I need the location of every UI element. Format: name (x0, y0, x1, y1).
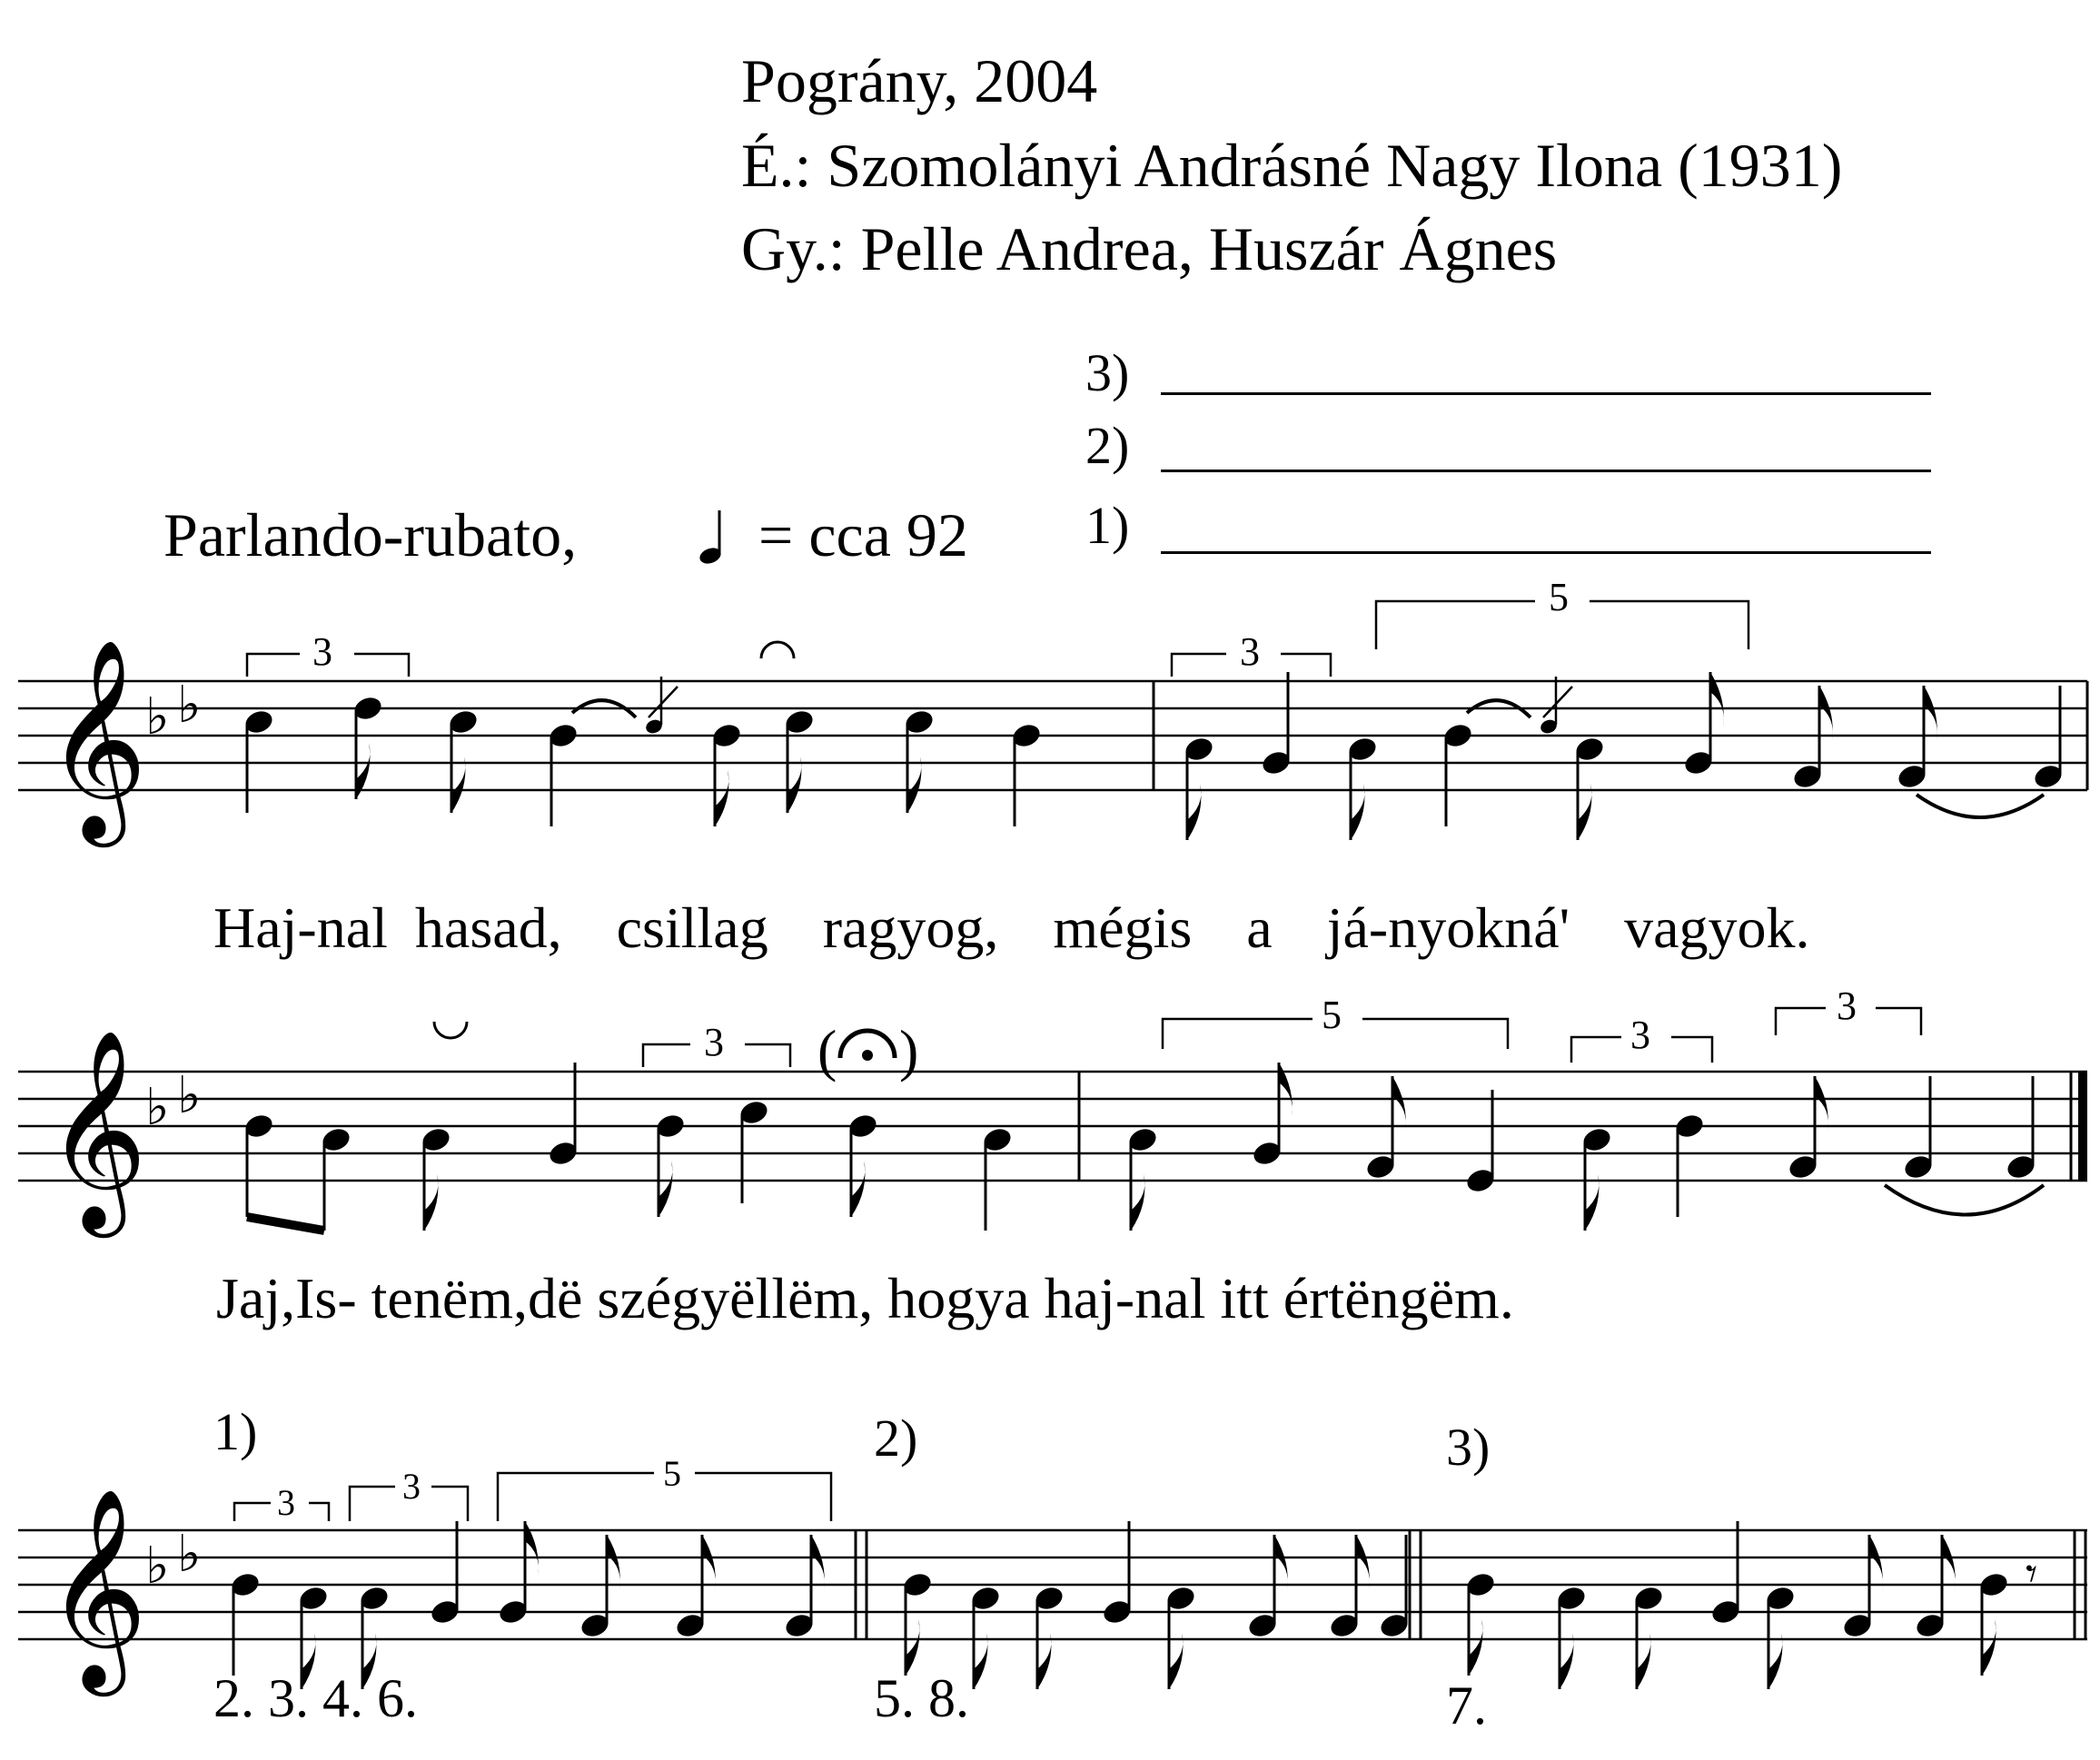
note (429, 1521, 461, 1627)
note (1441, 721, 1474, 826)
note (1126, 1125, 1159, 1231)
note (901, 1570, 934, 1676)
lyric-word: haj-nal (1044, 1266, 1206, 1330)
flat-icon: ♭ (145, 1537, 170, 1596)
variant-label-2: 2) (1085, 416, 1130, 475)
note (1328, 1535, 1370, 1640)
variant-line-3 (1161, 392, 1931, 395)
fermata-paren: ) (899, 1018, 919, 1083)
slur (1917, 795, 2044, 817)
note (229, 1570, 262, 1676)
tempo-marking: Parlando-rubato, (163, 500, 578, 569)
note (1580, 1125, 1613, 1231)
note (1764, 1584, 1797, 1689)
treble-clef-icon: 𝄞 (45, 1028, 148, 1229)
tuplet-number: 3 (704, 1020, 724, 1064)
note (1464, 1090, 1497, 1195)
beam (247, 1217, 324, 1231)
variant-label-3: 3) (1085, 343, 1130, 402)
tuplet-number: 5 (663, 1453, 681, 1494)
note (497, 1521, 539, 1627)
lyric-word: hogy (887, 1266, 1005, 1330)
flat-icon: ♭ (145, 687, 170, 747)
tuplet-number: 3 (1837, 984, 1857, 1028)
collectors: Gy.: Pelle Andrea, Huszár Ágnes (741, 214, 1558, 283)
verse-ref-1: 2. 3. 4. 6. (213, 1668, 418, 1728)
lyric-word: csillag (616, 895, 768, 960)
note (1555, 1584, 1588, 1689)
lyrics-line-2 (216, 1266, 1514, 1330)
tuplet-number: 3 (1630, 1013, 1650, 1057)
lyric-word: szégyëllëm, (597, 1266, 874, 1330)
note (1841, 1535, 1883, 1640)
lyric-word: tenëm, (371, 1266, 528, 1330)
tuplet-number: 3 (312, 629, 332, 674)
note (1033, 1584, 1065, 1689)
arc-mark (434, 1022, 467, 1038)
flat-icon: ♭ (177, 676, 202, 735)
note (352, 694, 384, 799)
staff-2-lines (18, 1072, 2087, 1181)
note (1251, 1063, 1293, 1168)
tuplet-number: 3 (402, 1466, 421, 1507)
lyric-word: ért (1283, 1266, 1345, 1330)
note (783, 1535, 825, 1640)
lyric-word: dë (528, 1266, 583, 1330)
note (1902, 1076, 1935, 1182)
note (547, 1063, 579, 1168)
note (847, 1112, 879, 1217)
note (1364, 1076, 1406, 1182)
arc-mark (761, 642, 794, 658)
note (783, 707, 816, 813)
quarter-note-icon (690, 509, 745, 572)
tuplet-number: 5 (1549, 575, 1569, 619)
lyric-word: hasad, (414, 895, 562, 960)
fermata-paren: ( (817, 1018, 837, 1083)
note (1260, 672, 1293, 777)
variant-label-1: 1) (1085, 496, 1130, 555)
note (981, 1125, 1014, 1231)
note (1977, 1570, 2010, 1676)
final-barline (2078, 1072, 2087, 1181)
note (1346, 735, 1379, 840)
variant-line-2 (1161, 470, 1931, 472)
note (1791, 686, 1833, 791)
note (447, 707, 480, 813)
place-date: Pográny, 2004 (741, 46, 1098, 115)
note (243, 707, 275, 813)
note (2005, 1076, 2037, 1182)
variant-heading-3: 3) (1446, 1418, 1491, 1477)
note (579, 1535, 620, 1640)
treble-clef-icon: 𝄞 (45, 638, 148, 838)
note (654, 1112, 687, 1217)
note (320, 1125, 352, 1231)
lyric-word: a (1246, 895, 1273, 960)
treble-clef-icon: 𝄞 (45, 1487, 148, 1687)
note (1183, 735, 1215, 840)
lyric-word: ëngëm. (1344, 1266, 1514, 1330)
variant-heading-1: 1) (213, 1402, 258, 1461)
note (1682, 672, 1724, 777)
lyric-word: Haj-nal (213, 895, 388, 960)
verse-ref-2: 5. 8. (874, 1668, 969, 1728)
variant-heading-2: 2) (874, 1409, 918, 1468)
note (547, 721, 579, 826)
staff-1 (0, 575, 2100, 881)
staff-2-notes (243, 1063, 2044, 1231)
note (1914, 1535, 1956, 1640)
lyric-word: Is- (295, 1266, 357, 1330)
flat-icon: ♭ (177, 1525, 202, 1584)
lyrics-line-1 (213, 895, 1810, 960)
note (1378, 1535, 1411, 1640)
note (1101, 1521, 1134, 1627)
staff-3 (0, 1435, 2100, 1707)
note (1632, 1584, 1665, 1689)
lyric-word: vagyok. (1624, 895, 1810, 960)
eighth-rest-icon: 𝄾 (2026, 1547, 2038, 1600)
note (903, 707, 936, 813)
flat-icon: ♭ (177, 1066, 202, 1125)
lyric-word: ragyog, (822, 895, 999, 960)
note (1464, 1570, 1497, 1676)
metronome-value: = cca 92 (758, 500, 968, 569)
note (738, 1098, 770, 1203)
note (1896, 686, 1937, 791)
performer: É.: Szomolányi Andrásné Nagy Ilona (1931) (741, 131, 1843, 200)
slur (1885, 1185, 2044, 1215)
note (1246, 1535, 1288, 1640)
flat-icon: ♭ (145, 1078, 170, 1137)
note (1673, 1112, 1706, 1217)
staff-1-lines (18, 681, 2087, 790)
tuplet-number: 3 (277, 1482, 295, 1523)
tuplet-number: 5 (1322, 993, 1342, 1037)
lyric-word: itt (1220, 1266, 1269, 1330)
staff-2 (0, 972, 2100, 1271)
variant-line-1 (1161, 551, 1931, 554)
note (1573, 735, 1606, 840)
tuplet-number: 3 (1240, 629, 1260, 674)
note (420, 1125, 452, 1231)
note (1787, 1076, 1828, 1182)
note (1164, 1584, 1197, 1689)
note (1709, 1521, 1742, 1627)
note (1010, 721, 1043, 826)
note (969, 1584, 1002, 1689)
lyric-word: já-nyokná' (1326, 895, 1570, 960)
note (243, 1112, 275, 1217)
lyric-word: mégis (1053, 895, 1193, 960)
lyric-word: a (1004, 1266, 1030, 1330)
note (674, 1535, 716, 1640)
verse-ref-3: 7. (1446, 1676, 1487, 1735)
staff-3-lines (18, 1530, 2087, 1639)
note (2032, 686, 2065, 791)
lyric-word: Jaj, (216, 1266, 296, 1330)
note (710, 721, 743, 826)
staff-3-notes (229, 1521, 2010, 1689)
